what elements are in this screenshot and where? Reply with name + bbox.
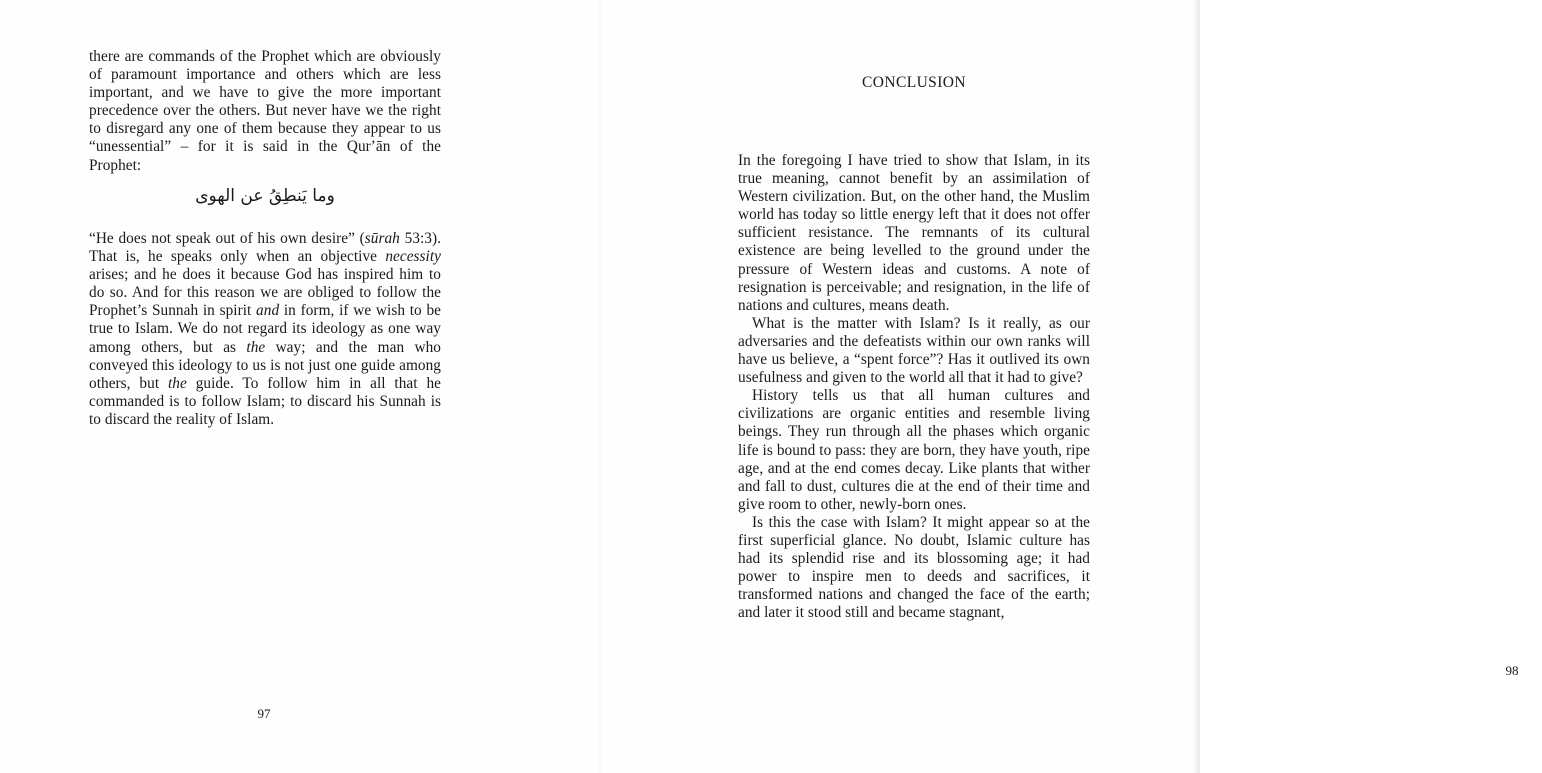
right-page bbox=[600, 0, 1519, 773]
left-paragraph-1-text: there are commands of the Prophet which are obviously of paramount importance and others which are less important, and we have to give the more important precedence over the others. But never have we the right to disregard any one of them because they appear to us “unessential” – for it is said in the Qurʼān of the Prophet: bbox=[89, 48, 441, 174]
right-paragraph: Is this the case with Islam? It might appear so at the first superficial glance. No doubt, Islamic culture has had its splendid rise and its blossoming age; it had power to inspire men to deeds and sacrifices, it transformed nations and changed the face of the earth; and later it stood still and became stagnant, bbox=[738, 513, 1090, 622]
italic-word-the: the bbox=[168, 374, 187, 392]
left-paragraph-1 bbox=[89, 48, 441, 175]
page-number-right: 98 bbox=[1505, 663, 1519, 678]
text-run: in form, if we wish to be true to Islam. We do not regard its ideology as one way among others, but as bbox=[89, 302, 441, 356]
italic-word-necessity: necessity bbox=[385, 248, 441, 266]
right-paragraph: History tells us that all human cultures and civilizations are organic entities and resemble living beings. They run through all the phases which organic life is bound to pass: they are born, they have youth, ripe age, and at the end comes decay. Like plants that wither and fall to dust, cultures die at the end of their time and give room to other, newly-born ones. bbox=[738, 387, 1090, 513]
text-run: “He does not speak out of his own desire” ( bbox=[89, 230, 365, 247]
right-paragraph: In the foregoing I have tried to show that Islam, in its true meaning, cannot benefit by an assimilation of Western civilization. But, on the other hand, the Muslim world has today so little energy left that it does not offer sufficient resistance. The remnants of its cultural existence are being levelled to the ground under the pressure of Western ideas and customs. A note of resignation is perceivable; and resignation, in the life of nations and cultures, means death. bbox=[738, 152, 1090, 314]
chapter-title: CONCLUSION bbox=[862, 74, 966, 91]
italic-word-and: and bbox=[256, 302, 280, 320]
right-body-text bbox=[738, 152, 1090, 622]
arabic-verse: وما يَنطِقُ عن الهوى bbox=[195, 186, 335, 206]
text-run: way; and the man who conveyed this ideology to us is not just one guide among others, but bbox=[89, 338, 441, 392]
text-run: guide. To follow him in all that he commanded is to follow Islam; to discard his Sunnah is to discard the reality of Islam. bbox=[89, 374, 441, 428]
left-page bbox=[0, 0, 600, 773]
text-run: arises; and he does it because God has inspired him to do so. And for this reason we are obliged to follow the Prophet’s Sunnah in spirit bbox=[89, 266, 441, 320]
left-paragraph-2-text bbox=[89, 230, 441, 429]
page-number-left: 97 bbox=[257, 706, 271, 721]
left-paragraph-2 bbox=[89, 230, 441, 429]
page-edge-shadow bbox=[1192, 0, 1200, 773]
italic-word-the: the bbox=[246, 338, 266, 356]
right-paragraph: What is the matter with Islam? Is it really, as our adversaries and the defeatists within our own ranks will have us believe, a “spent force”? Has it outlived its own usefulness and given to the world all that it had to give? bbox=[738, 314, 1090, 387]
italic-word-surah: sūrah bbox=[364, 230, 400, 247]
text-run: 53:3). That is, he speaks only when an objective bbox=[89, 230, 441, 266]
